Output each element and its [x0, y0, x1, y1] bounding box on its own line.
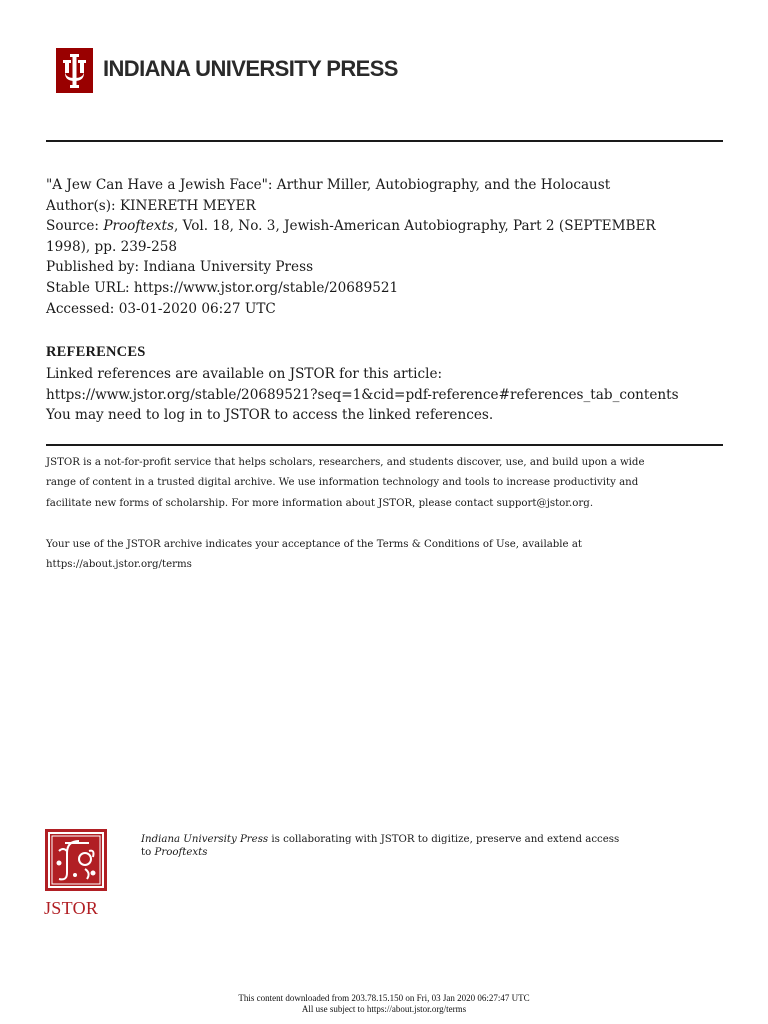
collaboration-statement [141, 833, 619, 859]
article-metadata [46, 175, 736, 319]
article-source [46, 216, 736, 237]
article-authors [46, 196, 736, 217]
header-divider [46, 140, 723, 142]
collab-to: to [141, 847, 155, 858]
references-link[interactable]: https://www.jstor.org/stable/20689521?seq=1&cid=pdf-reference#references_tab_contents [46, 386, 679, 403]
terms-link[interactable]: https://about.jstor.org/terms [46, 559, 192, 571]
source-label: Source: [46, 218, 104, 235]
article-title: "A Jew Can Have a Jewish Face": Arthur Miller, Autobiography, and the Holocaust [46, 177, 611, 193]
authors-value: KINERETH MEYER [119, 197, 256, 214]
notice-line: range of content in a trusted digital archive. We use information technology and tools to increase productivity and [46, 477, 639, 489]
collab-text: is collaborating with JSTOR to digitize, preserve and extend access [268, 834, 620, 845]
download-notice [0, 993, 768, 1014]
references-block [46, 364, 736, 426]
publisher-name: INDIANA UNIVERSITY PRESS [103, 56, 398, 81]
stable-url[interactable]: Stable URL: https://www.jstor.org/stable/20689521 [46, 279, 399, 296]
download-line: This content downloaded from 203.78.15.150 on Fri, 03 Jan 2020 06:27:47 UTC [238, 993, 530, 1003]
references-heading: REFERENCES [46, 344, 146, 360]
notice-line: facilitate new forms of scholarship. For more information about JSTOR, please contact support@jstor.org. [46, 497, 594, 509]
terms-line: Your use of the JSTOR archive indicates your acceptance of the Terms & Conditions of Use, available at [46, 539, 582, 550]
accessed-date: Accessed: 03-01-2020 06:27 UTC [46, 300, 276, 317]
jstor-wordmark: JSTOR [44, 898, 99, 918]
notice-divider [46, 444, 723, 446]
article-source-cont: 1998), pp. 239-258 [46, 238, 178, 255]
terms-notice [46, 535, 726, 576]
published-by: Published by: Indiana University Press [46, 259, 314, 276]
jstor-seal-icon [45, 829, 107, 891]
authors-label: Author(s): [46, 197, 120, 214]
journal-name: Prooftexts [103, 218, 174, 235]
notice-line: JSTOR is a not-for-profit service that helps scholars, researchers, and students discover, use, and build upon a wide [46, 457, 645, 468]
references-intro: Linked references are available on JSTOR for this article: [46, 366, 443, 382]
collab-line-2 [141, 846, 619, 859]
references-login-note: You may need to log in to JSTOR to access the linked references. [46, 407, 494, 424]
collab-publisher: Indiana University Press [141, 834, 269, 845]
source-details: , Vol. 18, No. 3, Jewish-American Autobiography, Part 2 (SEPTEMBER [173, 218, 656, 235]
collab-journal: Prooftexts [154, 847, 208, 858]
iu-trident-icon [56, 48, 93, 93]
download-terms: All use subject to https://about.jstor.org/terms [301, 1003, 467, 1014]
collab-line-1 [141, 833, 619, 846]
jstor-notice [46, 453, 726, 514]
